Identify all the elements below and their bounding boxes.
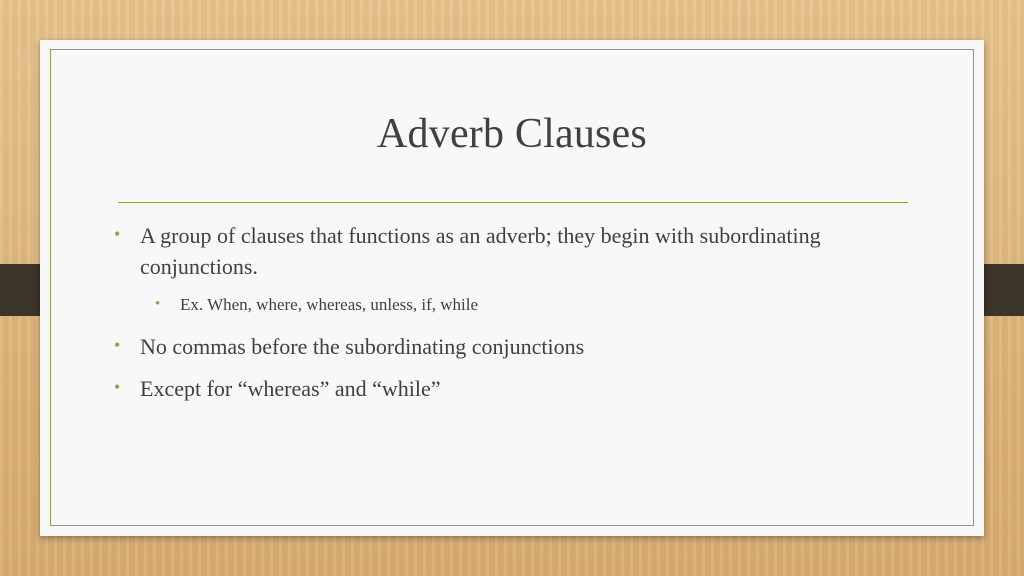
title-divider bbox=[118, 202, 908, 203]
bullet-text: Ex. When, where, whereas, unless, if, while bbox=[180, 295, 479, 314]
sub-bullet-item bbox=[155, 293, 780, 317]
bullet-item bbox=[114, 373, 840, 404]
bullet-dot-icon: • bbox=[114, 377, 121, 397]
bullet-dot-icon: • bbox=[155, 296, 161, 312]
slide-title: Adverb Clauses bbox=[377, 111, 647, 157]
bullet-text: Except for “whereas” and “while” bbox=[140, 376, 441, 401]
bullet-item bbox=[114, 331, 840, 362]
bullet-dot-icon: • bbox=[114, 335, 121, 355]
bullet-item bbox=[114, 220, 840, 282]
slide-card bbox=[40, 40, 984, 536]
bullet-dot-icon: • bbox=[114, 224, 121, 244]
bullet-text: A group of clauses that functions as an adverb; they begin with subordinating conjunctions. bbox=[140, 223, 821, 279]
bullet-text: No commas before the subordinating conjunctions bbox=[140, 334, 585, 359]
